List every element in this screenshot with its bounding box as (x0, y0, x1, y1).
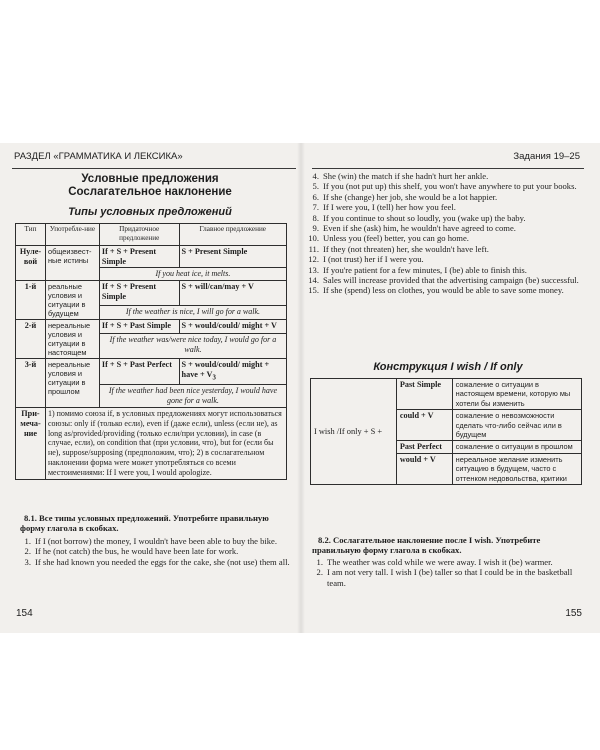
item-text: If you (not put up) this shelf, you won't have anywhere to put your books. (323, 181, 577, 192)
item-text: Unless you (feel) better, you can go home. (323, 233, 469, 244)
item-number: 2. (316, 567, 323, 578)
row-example: If you heat ice, it melts. (99, 268, 286, 281)
row-subordinate: If + S + Past Simple (99, 320, 179, 334)
row-example: If the weather was/were nice today, I would go for a walk. (99, 333, 286, 358)
table-subtitle: Типы условных предложений (68, 206, 232, 218)
table-row (16, 320, 287, 334)
item-text: I am not very tall. I wish I (be) taller so that I could be in the basketball team. (327, 567, 573, 588)
page-title-1: Условные предложения (81, 173, 219, 185)
row-example: If the weather is nice, I will go for a walk. (99, 305, 286, 319)
row-main: S + will/can/may + V (179, 281, 286, 306)
item-text: Even if she (ask) him, he wouldn't have agreed to come. (323, 223, 516, 234)
wish-table (310, 378, 582, 485)
wish-construction: I wish /If only + S + (311, 379, 397, 485)
list-item (308, 223, 580, 233)
item-number: 4. (312, 171, 319, 181)
item-text: If I (not borrow) the money, I wouldn't have been able to buy the bike. (35, 536, 278, 546)
table-row (311, 379, 582, 410)
row-use: нереальные условия и ситуации в настоящем (45, 320, 99, 359)
wish-form: could + V (396, 410, 452, 441)
item-text: The weather was cold while we were away. I wish it (be) warmer. (327, 557, 553, 567)
list-item (312, 557, 584, 567)
row-type: 3-й (16, 359, 46, 408)
item-number: 1. (24, 536, 31, 546)
list-item (308, 202, 580, 212)
item-number: 11. (308, 243, 319, 254)
table-row (16, 281, 287, 306)
list-item (20, 557, 290, 567)
list-item (308, 285, 580, 295)
item-number: 2. (24, 546, 31, 557)
item-text: She (win) the match if she hadn't hurt her ankle. (323, 171, 489, 181)
wish-form: would + V (396, 454, 452, 485)
item-number: 1. (316, 557, 323, 567)
table-header-row (16, 224, 287, 246)
item-text: If she had known you needed the eggs for the cake, she (not use) them all. (35, 556, 290, 567)
exercise-title: 8.2. Сослагательное наклонение после I wish. Употребите правильную форму глагола в скобках. (312, 535, 541, 555)
item-text: If she (spend) less on clothes, you would be able to save some money. (323, 285, 564, 296)
list-item (308, 265, 580, 275)
header-rule (12, 168, 296, 169)
note-text: 1) помимо союза if, в условных предложениях могут использоваться союзы: only if (только если), even if (даже если), unless (если не), as long as/provided/providing (только если/при условии), in case (в случае, если), on condition that (при условии, что), but for (если бы не), suppose/supposing (предположим, что); 2) в сослагательном наклонении форма were может употребляться со всеми местоимениями: If I were you, I would apologize. (45, 408, 286, 480)
item-text: I (not trust) her if I were you. (323, 254, 424, 265)
wish-title: Конструкция I wish / If only (373, 361, 523, 373)
exercise-list-2 (312, 557, 584, 588)
page-number: 154 (16, 608, 33, 619)
wish-desc: сожаление о ситуации в настоящем времени, которую мы хотели бы изменить (452, 379, 581, 410)
row-use: реальные условия и ситуации в будущем (45, 281, 99, 320)
list-item (308, 233, 580, 243)
wish-desc: сожаление о невозможности сделать что-либо сейчас или в будущем (452, 410, 581, 441)
row-subordinate: If + S + Past Perfect (99, 359, 179, 385)
book-spread (0, 143, 600, 633)
wish-desc: нереальное желание изменить ситуацию в будущем, часто с оттенком недовольства, критики (452, 454, 581, 485)
row-main-text: S + would/could/ might + have + V (181, 360, 270, 379)
row-use: нереальные условия и ситуации в прошлом (45, 359, 99, 408)
header-main: Главное предложение (179, 224, 286, 246)
item-number: 12. (308, 254, 319, 265)
list-item (20, 546, 290, 556)
item-number: 3. (24, 556, 31, 567)
header-subordinate: Придаточное предложение (99, 224, 179, 246)
row-subordinate: If + S + Present Simple (99, 281, 179, 306)
row-type: 2-й (16, 320, 46, 359)
wish-desc: сожаление о ситуации в прошлом (452, 441, 581, 454)
item-number: 7. (312, 202, 319, 213)
item-text: If he (not catch) the bus, he would have been late for work. (35, 546, 239, 557)
note-label: При-меча-ние (16, 408, 46, 480)
item-number: 10. (308, 233, 319, 244)
conditionals-table (15, 223, 287, 480)
table-row (16, 359, 287, 385)
exercise-title: 8.1. Все типы условных предложений. Употребите правильную форму глагола в скобках. (20, 513, 269, 533)
row-main: S + Present Simple (179, 246, 286, 268)
wish-form: Past Simple (396, 379, 452, 410)
list-item (308, 254, 580, 264)
row-main-subscript: 3 (212, 374, 216, 382)
right-page (300, 143, 600, 633)
item-text: If she (change) her job, she would be a lot happier. (323, 191, 498, 202)
row-main (179, 359, 286, 385)
table-note-row (16, 408, 287, 480)
exercise-list (20, 536, 290, 567)
list-item (308, 181, 580, 191)
item-text: If they (not threaten) her, she wouldn't have left. (323, 243, 489, 254)
item-number: 9. (312, 223, 319, 234)
list-item (308, 171, 580, 181)
header-type: Тип (16, 224, 46, 246)
list-item (312, 567, 584, 588)
row-type: Нуле-вой (16, 246, 46, 281)
item-number: 15. (308, 285, 319, 296)
table-row (16, 246, 287, 268)
item-text: If you're patient for a few minutes, I (be) able to finish this. (323, 264, 527, 275)
list-item (308, 213, 580, 223)
exercise-list-continued (308, 171, 580, 296)
list-item (308, 275, 580, 285)
list-item (20, 536, 290, 546)
list-item (308, 244, 580, 254)
item-number: 14. (308, 275, 319, 286)
page-title-2: Сослагательное наклонение (68, 186, 232, 198)
header-use: Употребле-ние (45, 224, 99, 246)
left-page (0, 143, 300, 633)
list-item (308, 192, 580, 202)
item-text: If I were you, I (tell) her how you feel. (323, 202, 456, 213)
row-type: 1-й (16, 281, 46, 320)
item-number: 5. (312, 181, 319, 192)
item-number: 8. (312, 212, 319, 223)
section-header: Задания 19–25 (513, 151, 580, 162)
row-use: общеизвест-ные истины (45, 246, 99, 281)
row-subordinate: If + S + Present Simple (99, 246, 179, 268)
item-text: If you continue to shout so loudly, you (wake up) the baby. (323, 212, 526, 223)
item-text: Sales will increase provided that the advertising campaign (be) successful. (323, 275, 579, 286)
item-number: 13. (308, 264, 319, 275)
row-example: If the weather had been nice yesterday, I would have gone for a walk. (99, 385, 286, 408)
wish-form: Past Perfect (396, 441, 452, 454)
item-number: 6. (312, 191, 319, 202)
header-rule (312, 168, 584, 169)
page-number: 155 (565, 608, 582, 619)
section-header: РАЗДЕЛ «ГРАММАТИКА И ЛЕКСИКА» (14, 151, 183, 162)
row-main: S + would/could/ might + V (179, 320, 286, 334)
